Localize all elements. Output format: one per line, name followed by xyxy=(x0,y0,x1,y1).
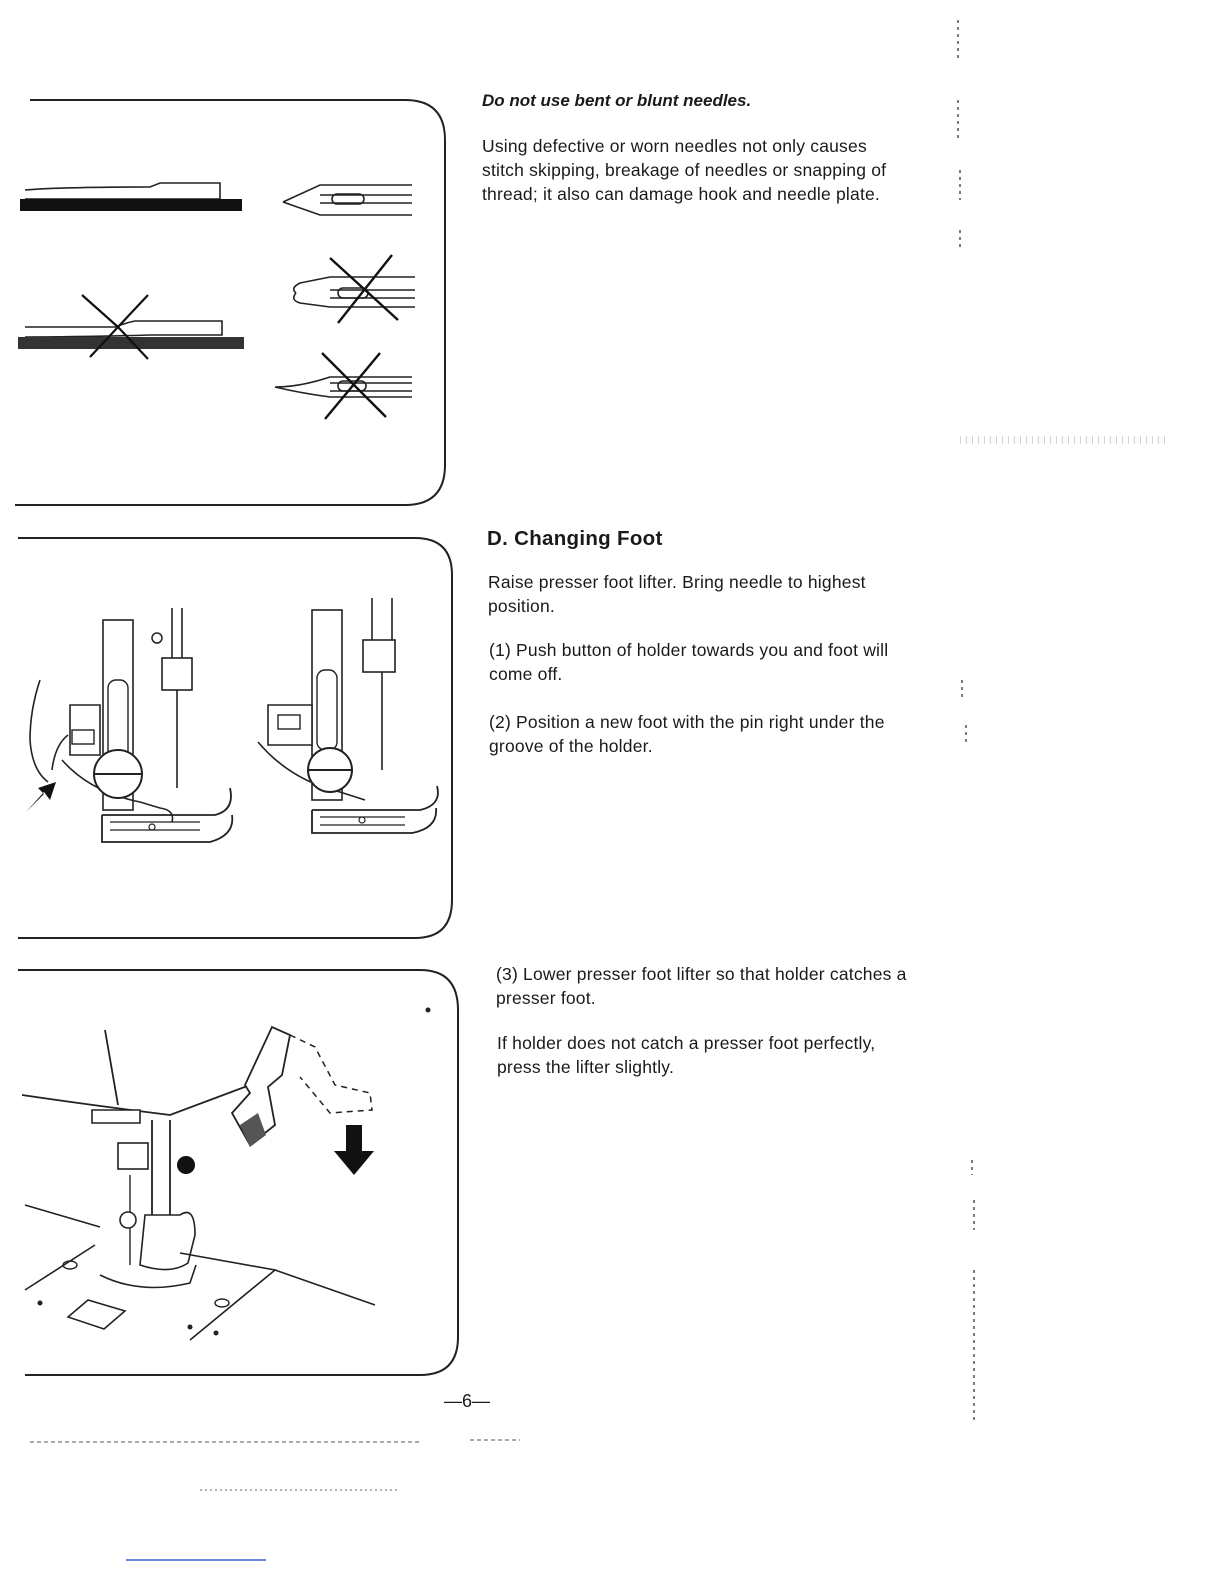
step-1-text: (1) Push button of holder towards you and foot will come off. xyxy=(489,640,889,684)
step-note-text: If holder does not catch a presser foot perfectly, press the lifter slightly. xyxy=(497,1033,876,1077)
section-intro: Raise presser foot lifter. Bring needle to highest position. xyxy=(488,572,866,616)
section-title: D. Changing Foot xyxy=(487,527,663,550)
warning-title: Do not use bent or blunt needles. xyxy=(482,91,752,110)
warning-body: Using defective or worn needles not only causes stitch skipping, breakage of needles or snapping of thread; it also can damage hook and needle plate. xyxy=(482,136,887,204)
step-2-text: (2) Position a new foot with the pin right under the groove of the holder. xyxy=(489,712,885,756)
page-number: —6— xyxy=(444,1391,491,1411)
step-3-text: (3) Lower presser foot lifter so that holder catches a presser foot. xyxy=(496,964,907,1008)
